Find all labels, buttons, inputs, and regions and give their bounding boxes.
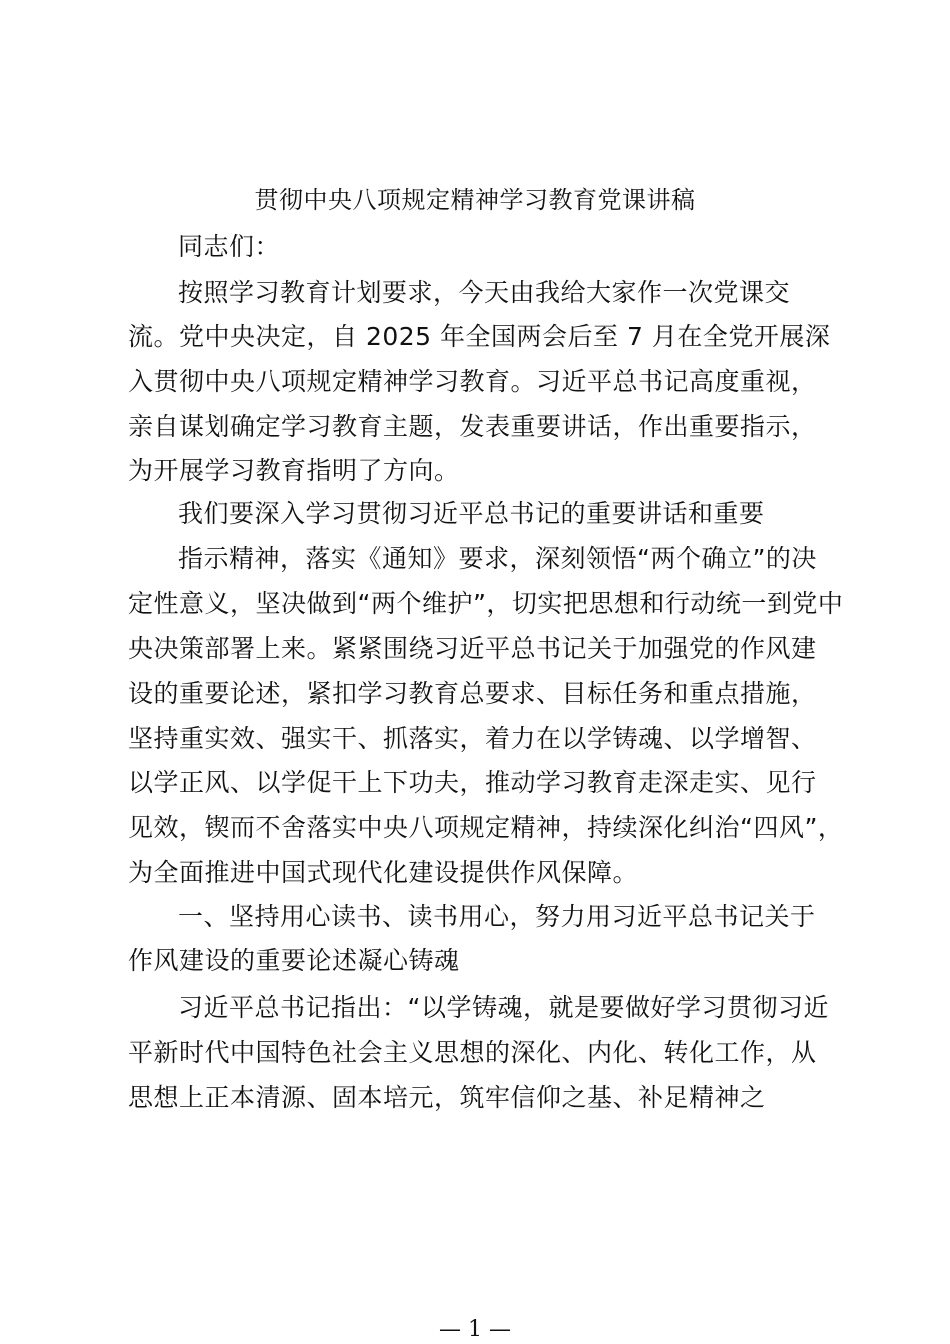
text-line: 思想上正本清源、固本培元，筑牢信仰之基、补足精神之 bbox=[128, 1083, 766, 1112]
text-line: 平新时代中国特色社会主义思想的深化、内化、转化工作，从 bbox=[128, 1038, 817, 1067]
section-heading: 作风建设的重要论述凝心铸魂 bbox=[128, 946, 460, 975]
text-line: 入贯彻中央八项规定精神学习教育。习近平总书记高度重视， bbox=[128, 367, 817, 396]
text-line: 亲自谋划确定学习教育主题，发表重要讲话，作出重要指示， bbox=[128, 412, 817, 441]
document-title: 贯彻中央八项规定精神学习教育党课讲稿 bbox=[254, 186, 696, 214]
text-line: 指示精神，落实《通知》要求，深刻领悟“两个确立”的决 bbox=[178, 544, 817, 573]
text-line: 定性意义，坚决做到“两个维护”，切实把思想和行动统一到党中 bbox=[128, 589, 844, 618]
text-line: 为开展学习教育指明了方向。 bbox=[128, 456, 460, 485]
text-line: 设的重要论述，紧扣学习教育总要求、目标任务和重点措施， bbox=[128, 679, 817, 708]
page-number: — 1 — bbox=[439, 1317, 511, 1342]
text-line: 同志们： bbox=[178, 232, 281, 261]
section-heading: 一、坚持用心读书、读书用心，努力用习近平总书记关于 bbox=[178, 902, 816, 931]
text-line: 见效，锲而不舍落实中央八项规定精神，持续深化纠治“四风”， bbox=[128, 813, 844, 842]
text-line: 央决策部署上来。紧紧围绕习近平总书记关于加强党的作风建 bbox=[128, 634, 817, 663]
text-line: 按照学习教育计划要求，今天由我给大家作一次党课交 bbox=[178, 278, 791, 307]
text-line: 为全面推进中国式现代化建设提供作风保障。 bbox=[128, 858, 639, 887]
text-line: 以学正风、以学促干上下功夫，推动学习教育走深走实、见行 bbox=[128, 768, 817, 797]
text-line: 习近平总书记指出：“以学铸魂，就是要做好学习贯彻习近 bbox=[178, 993, 829, 1022]
text-line: 坚持重实效、强实干、抓落实，着力在以学铸魂、以学增智、 bbox=[128, 724, 817, 753]
text-line: 我们要深入学习贯彻习近平总书记的重要讲话和重要 bbox=[178, 499, 765, 528]
text-line: 流。党中央决定，自 2025 年全国两会后至 7 月在全党开展深 bbox=[128, 322, 831, 351]
